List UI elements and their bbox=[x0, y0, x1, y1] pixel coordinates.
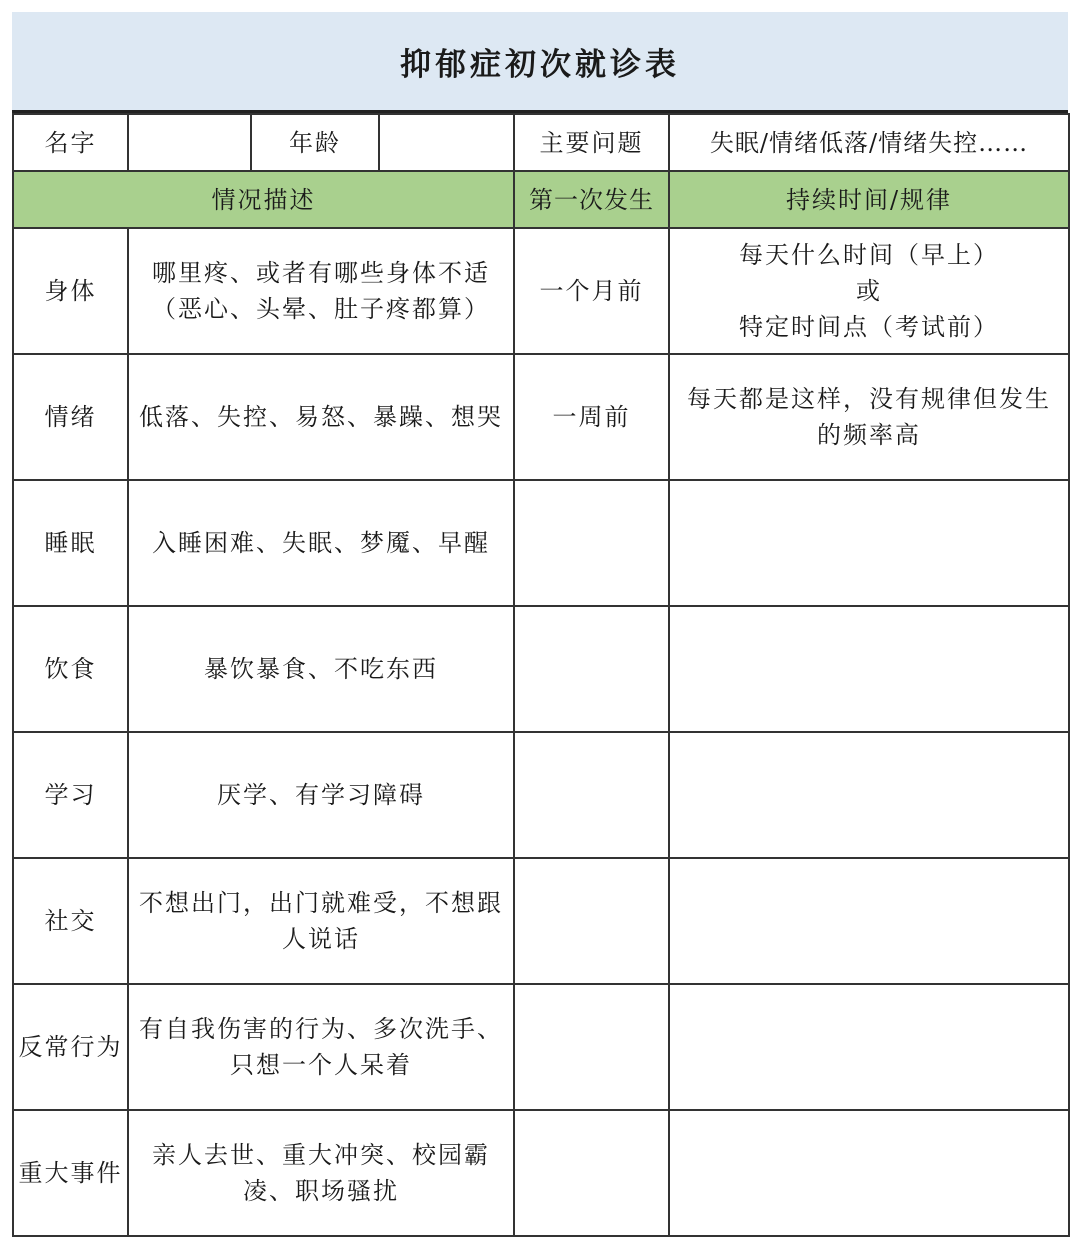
duration-cell[interactable] bbox=[669, 858, 1069, 984]
form-title: 抑郁症初次就诊表 bbox=[400, 46, 680, 83]
duration-cell[interactable]: 每天都是这样，没有规律但发生的频率高 bbox=[669, 354, 1069, 480]
duration-line: 特定时间点（考试前） bbox=[739, 313, 999, 341]
header-first-occurrence: 第一次发生 bbox=[514, 171, 669, 228]
category-cell: 重大事件 bbox=[13, 1110, 128, 1236]
description-cell: 暴饮暴食、不吃东西 bbox=[128, 606, 514, 732]
table-row bbox=[13, 480, 1069, 606]
table-row bbox=[13, 354, 1069, 480]
first-occurrence-cell[interactable]: 一个月前 bbox=[514, 228, 669, 354]
table-row bbox=[13, 984, 1069, 1110]
category-cell: 社交 bbox=[13, 858, 128, 984]
table-row bbox=[13, 732, 1069, 858]
table-row bbox=[13, 606, 1069, 732]
duration-cell[interactable] bbox=[669, 480, 1069, 606]
first-occurrence-cell[interactable] bbox=[514, 480, 669, 606]
first-occurrence-cell[interactable] bbox=[514, 984, 669, 1110]
duration-line: 或 bbox=[856, 277, 882, 305]
table-row bbox=[13, 1110, 1069, 1236]
name-field[interactable] bbox=[128, 114, 251, 171]
table-row bbox=[13, 228, 1069, 354]
intake-form bbox=[12, 12, 1068, 1237]
duration-line: 每天什么时间（早上） bbox=[739, 241, 999, 269]
column-header-row bbox=[13, 171, 1069, 228]
category-cell: 情绪 bbox=[13, 354, 128, 480]
duration-cell[interactable] bbox=[669, 606, 1069, 732]
category-cell: 饮食 bbox=[13, 606, 128, 732]
title-band bbox=[12, 12, 1068, 113]
category-cell: 身体 bbox=[13, 228, 128, 354]
main-problem-label: 主要问题 bbox=[514, 114, 669, 171]
table-row bbox=[13, 858, 1069, 984]
first-occurrence-cell[interactable] bbox=[514, 1110, 669, 1236]
duration-cell[interactable] bbox=[669, 1110, 1069, 1236]
info-row bbox=[13, 114, 1069, 171]
description-cell: 哪里疼、或者有哪些身体不适（恶心、头晕、肚子疼都算） bbox=[128, 228, 514, 354]
duration-cell[interactable] bbox=[669, 228, 1069, 354]
main-problem-field[interactable]: 失眠/情绪低落/情绪失控…… bbox=[669, 114, 1069, 171]
category-cell: 睡眠 bbox=[13, 480, 128, 606]
category-cell: 学习 bbox=[13, 732, 128, 858]
name-label: 名字 bbox=[13, 114, 128, 171]
category-cell: 反常行为 bbox=[13, 984, 128, 1110]
description-cell: 低落、失控、易怒、暴躁、想哭 bbox=[128, 354, 514, 480]
description-cell: 有自我伤害的行为、多次洗手、只想一个人呆着 bbox=[128, 984, 514, 1110]
description-cell: 入睡困难、失眠、梦魇、早醒 bbox=[128, 480, 514, 606]
description-cell: 厌学、有学习障碍 bbox=[128, 732, 514, 858]
duration-cell[interactable] bbox=[669, 984, 1069, 1110]
first-occurrence-cell[interactable] bbox=[514, 606, 669, 732]
header-description: 情况描述 bbox=[13, 171, 514, 228]
age-label: 年龄 bbox=[251, 114, 379, 171]
description-cell: 不想出门，出门就难受，不想跟人说话 bbox=[128, 858, 514, 984]
duration-cell[interactable] bbox=[669, 732, 1069, 858]
header-duration: 持续时间/规律 bbox=[669, 171, 1069, 228]
intake-table bbox=[12, 113, 1070, 1237]
description-cell: 亲人去世、重大冲突、校园霸凌、职场骚扰 bbox=[128, 1110, 514, 1236]
first-occurrence-cell[interactable] bbox=[514, 732, 669, 858]
first-occurrence-cell[interactable] bbox=[514, 858, 669, 984]
first-occurrence-cell[interactable]: 一周前 bbox=[514, 354, 669, 480]
age-field[interactable] bbox=[379, 114, 514, 171]
